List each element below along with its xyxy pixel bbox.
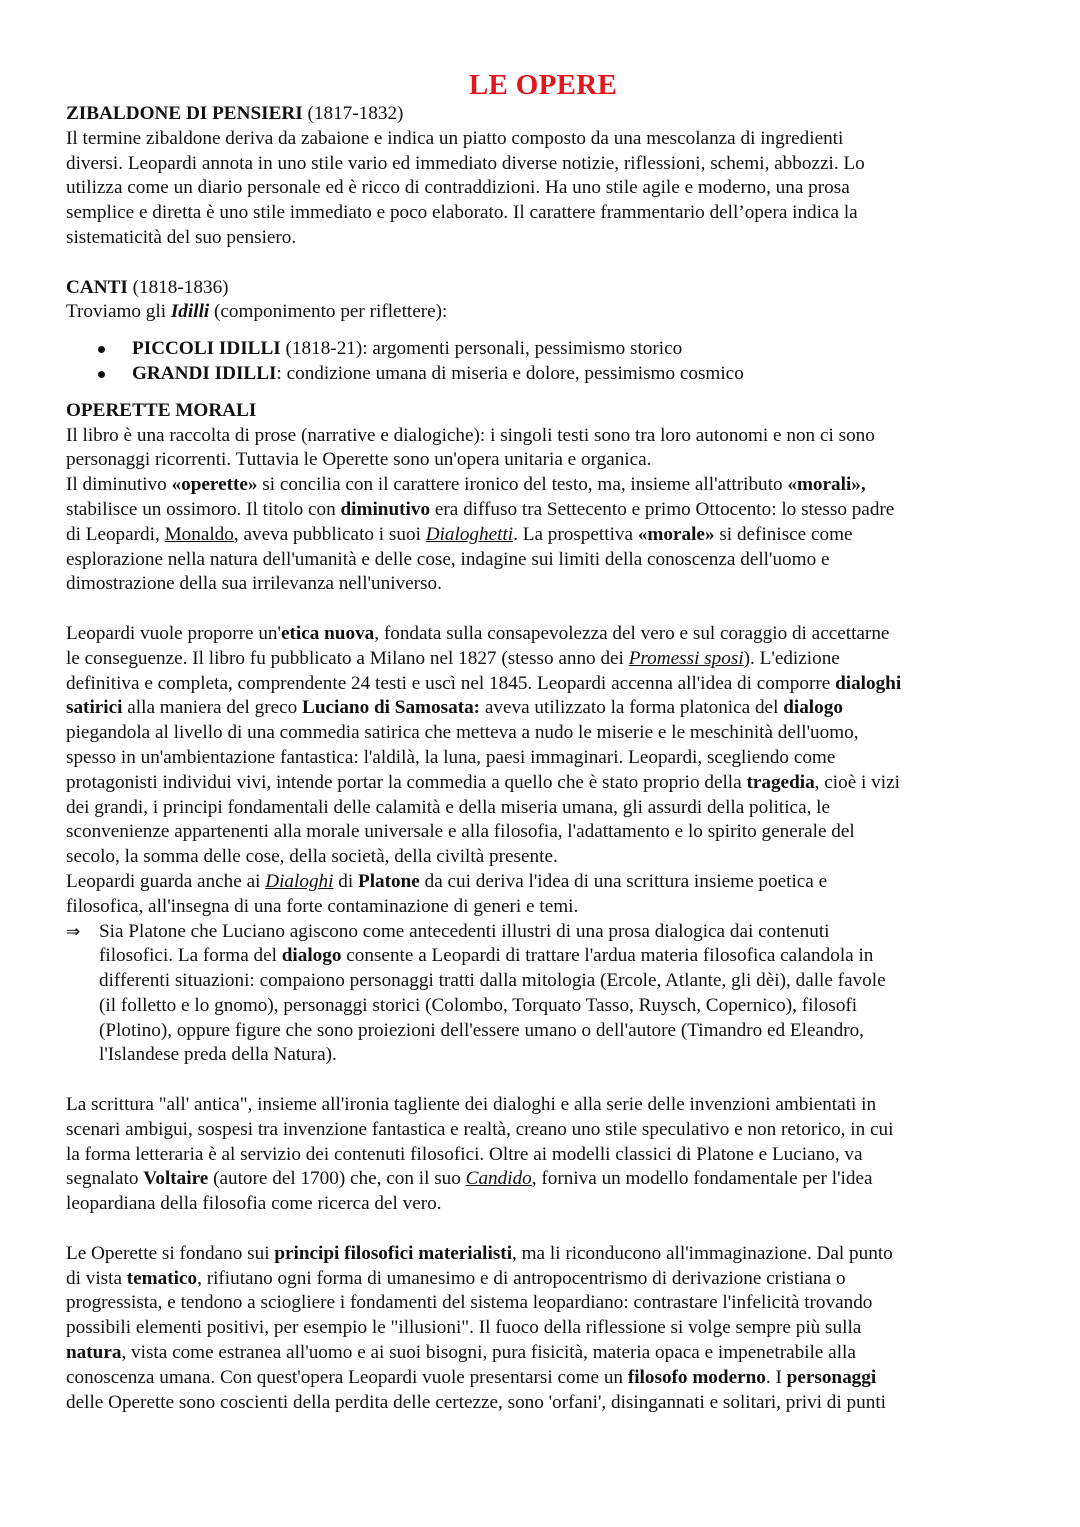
bold-text: tematico <box>126 1267 198 1289</box>
text-span: ). L'edizione <box>743 647 840 669</box>
text-span: Monaldo <box>164 523 234 545</box>
bold-text: etica nuova <box>280 622 375 644</box>
text-span: di <box>333 870 358 892</box>
text-span: definitiva e completa, comprendente 24 testi e uscì nel 1845. Leopardi accenna all'idea di comporre <box>66 672 836 694</box>
text-span: era diffuso tra Settecento e primo Ottocento: lo stesso padre <box>430 498 895 520</box>
text-span: stabilisce un ossimoro. Il titolo con <box>66 498 341 520</box>
text-span: di vista <box>66 1267 127 1289</box>
text-line: (il folletto e lo gnomo), personaggi storici (Colombo, Torquato Tasso, Ruysch, Copernico), filosofi <box>99 994 858 1016</box>
text-span: filosofici. La forma del <box>99 945 282 967</box>
text-line <box>66 672 1020 697</box>
bullet-icon <box>98 346 105 353</box>
text-line: filosofica, all'insegna di una forte contaminazione di generi e temi. <box>66 895 579 917</box>
text-line: dei grandi, i principi fondamentali delle calamità e della miseria umana, gli assurdi della politica, le <box>66 796 831 818</box>
paragraph <box>66 424 1020 598</box>
text-line: utilizza come un diario personale ed è ricco di contraddizioni. Ha uno stile agile e moderno, una prosa <box>66 177 850 199</box>
text-line: sconvenienze appartenenti alla morale universale e alla filosofia, l'adattamento e lo spirito generale del <box>66 821 855 843</box>
text-span: , vista come estranea all'uomo e ai suoi bisogni, pura fisicità, materia opaca e impenetrabile alla <box>121 1342 856 1364</box>
text-span: Le Operette si fondano sui <box>66 1242 275 1264</box>
text-line: progressista, e tendono a sciogliere i fondamenti del sistema leopardiano: contrastare l'infelicità trovando <box>66 1292 873 1314</box>
text-span: Troviamo gli <box>66 301 171 323</box>
text-line: Sia Platone che Luciano agiscono come antecedenti illustri di una prosa dialogica dai contenuti <box>99 920 830 942</box>
text-span: protagonisti individui vivi, intende portar la commedia a quello che è stato proprio della <box>66 771 747 793</box>
text-line: dimostrazione della sua irrilevanza nell'universo. <box>66 573 442 595</box>
arrow-note <box>66 920 1020 1069</box>
text-span: , rifiutano ogni forma di umanesimo e di antropocentrismo di derivazione cristiana o <box>197 1267 846 1289</box>
text-span: aveva utilizzato la forma platonica del <box>480 697 784 719</box>
text-span: , forniva un modello fondamentale per l'idea <box>531 1168 873 1190</box>
text-line: la forma letteraria è al servizio dei contenuti filosofici. Oltre ai modelli classici di Platone e Luciano, va <box>66 1143 863 1165</box>
bold-text: satirici <box>66 697 123 719</box>
bold-text: principi filosofici materialisti <box>274 1242 513 1264</box>
text-span: , aveva pubblicato i suoi <box>233 523 426 545</box>
bold-text: OPERETTE MORALI <box>66 399 257 421</box>
section-operette-morali <box>66 399 1020 1416</box>
text-line <box>66 300 1020 325</box>
italic-text: Promessi sposi <box>628 647 744 669</box>
text-line <box>66 1366 1020 1391</box>
paragraph <box>66 1093 1020 1217</box>
bold-text: «operette» <box>171 474 258 496</box>
spacer <box>66 1068 1020 1093</box>
section-canti <box>66 276 1020 387</box>
text-span: segnalato <box>66 1168 144 1190</box>
text-line: diversi. Leopardi annota in uno stile vario ed immediato diverse notizie, riflessioni, schemi, abbozzi. Lo <box>66 152 865 174</box>
italic-text: Dialoghetti <box>425 523 514 545</box>
bold-text: diminutivo <box>340 498 431 520</box>
list-item <box>98 337 1020 362</box>
bullet-icon <box>98 371 105 378</box>
text-span: da cui deriva l'idea di una scrittura insieme poetica e <box>419 870 828 892</box>
text-span: di Leopardi, <box>66 523 165 545</box>
bold-text: CANTI <box>66 276 128 298</box>
bold-text: «morale» <box>637 523 715 545</box>
section-heading <box>66 399 1020 424</box>
bold-text: natura <box>66 1342 122 1364</box>
text-span: Il diminutivo <box>66 474 172 496</box>
bold-text: Platone <box>358 870 420 892</box>
text-line <box>66 1242 1020 1267</box>
italic-text: Dialoghi <box>265 870 334 892</box>
text-span: (componimento per riflettere): <box>209 301 448 323</box>
spacer <box>66 597 1020 622</box>
paragraph <box>66 622 1020 920</box>
bold-text: tragedia <box>746 771 815 793</box>
bold-text <box>171 301 209 322</box>
italic-text: Candido <box>465 1168 532 1190</box>
text-line: differenti situazioni: compaiono personaggi tratti dalla mitologia (Ercole, Atlante, gli dèi), dalle favole <box>99 970 886 992</box>
spacer <box>66 251 1020 276</box>
text-span: si concilia con il carattere ironico del testo, ma, insieme all'attributo <box>257 474 788 496</box>
arrow-right-icon: ⇒ <box>66 921 81 942</box>
text-span: , ma li riconducono all'immaginazione. Dal punto <box>512 1242 893 1264</box>
text-span: (autore del 1700) che, con il suo <box>208 1168 466 1190</box>
text-line: La scrittura "all' antica", insieme all'ironia tagliente dei dialoghi e alla serie delle invenzioni ambientati in <box>66 1094 877 1116</box>
text-line: possibili elementi positivi, per esempio le "illusioni". Il fuoco della riflessione si volge sempre più sulla <box>66 1317 862 1339</box>
bold-text: filosofo moderno <box>627 1366 766 1388</box>
text-line: (Plotino), oppure figure che sono proiezioni dell'essere umano o dell'autore (Timandro ed Eleandro, <box>99 1019 864 1041</box>
text-line <box>66 1267 1020 1292</box>
bold-text: GRANDI IDILLI <box>132 362 277 384</box>
text-span: Leopardi vuole proporre un' <box>66 622 281 644</box>
text-line: piegandola al livello di una commedia satirica che metteva a nudo le miserie e le meschinità dell'uomo, <box>66 722 859 744</box>
text-span: (1818-21): argomenti personali, pessimismo storico <box>280 338 683 360</box>
spacer <box>66 387 1020 399</box>
text-line: spesso in un'ambientazione fantastica: l'aldilà, la luna, paesi immaginari. Leopardi, scegliendo come <box>66 746 836 768</box>
page-title: LE OPERE <box>468 69 618 101</box>
text-line: Il libro è una raccolta di prose (narrative e dialogiche): i singoli testi sono tra loro autonomi e non ci sono <box>66 424 875 446</box>
bold-text: «morali», <box>787 474 866 496</box>
text-line <box>66 1341 1020 1366</box>
text-line <box>66 1167 1020 1192</box>
section-zibaldone <box>66 102 1020 251</box>
bold-text: Voltaire <box>143 1168 209 1190</box>
idilli-list <box>66 337 1020 387</box>
section-heading <box>66 102 1020 127</box>
text-span: le conseguenze. Il libro fu pubblicato a Milano nel 1827 (stesso anno dei <box>66 647 629 669</box>
list-item <box>98 362 1020 387</box>
text-line: secolo, la somma delle cose, della società, della civiltà presente. <box>66 846 558 868</box>
text-span: , fondata sulla consapevolezza del vero e sul coraggio di accettarne <box>374 622 890 644</box>
bold-text: personaggi <box>786 1366 877 1388</box>
bold-text: dialogo <box>783 697 843 719</box>
text-span: Leopardi guarda anche ai <box>66 870 266 892</box>
text-line <box>66 473 1020 498</box>
paragraph <box>66 1242 1020 1416</box>
text-line <box>99 944 1020 969</box>
text-line: leopardiana della filosofia come ricerca del vero. <box>66 1193 442 1215</box>
text-line: personaggi ricorrenti. Tuttavia le Operette sono un'opera unitaria e organica. <box>66 449 652 471</box>
text-line <box>66 622 1020 647</box>
text-line: esplorazione nella natura dell'umanità e delle cose, indagine sui limiti della conoscenza dell'uomo e <box>66 548 830 570</box>
text-span: alla maniera del greco <box>122 697 303 719</box>
text-line: delle Operette sono coscienti della perdita delle certezze, sono 'orfani', disingannati e solitari, privi di punti <box>66 1391 886 1413</box>
text-line <box>66 696 1020 721</box>
text-span: conoscenza umana. Con quest'opera Leopardi vuole presentarsi come un <box>66 1366 628 1388</box>
bold-text: ZIBALDONE DI PENSIERI <box>66 103 303 124</box>
text-line <box>66 771 1020 796</box>
spacer <box>66 1217 1020 1242</box>
text-line <box>66 870 1020 895</box>
text-line: semplice e diretta è uno stile immediato e poco elaborato. Il carattere frammentario dell’opera indica la <box>66 202 858 224</box>
text-line <box>66 647 1020 672</box>
text-line: sistematicità del suo pensiero. <box>66 226 297 248</box>
italic-text: Idilli <box>170 301 210 323</box>
text-line: scenari ambigui, sospesi tra invenzione fantastica e realtà, creano uno stile speculativo e non retorico, in cui <box>66 1118 894 1140</box>
bold-text: dialoghi <box>835 672 902 694</box>
text-span: , cioè i vizi <box>814 771 900 793</box>
section-heading <box>66 276 1020 301</box>
text-span: (1817-1832) <box>302 103 404 124</box>
bold-text: PICCOLI IDILLI <box>132 338 281 360</box>
text-line <box>66 523 1020 548</box>
text-span: (1818-1836) <box>127 276 229 298</box>
text-span: si definisce come <box>714 523 853 545</box>
text-span: . I <box>765 1366 787 1388</box>
text-span: . La prospettiva <box>513 523 638 545</box>
bold-text: Luciano di Samosata: <box>302 697 481 719</box>
text-line <box>66 498 1020 523</box>
bold-text: dialogo <box>281 945 342 967</box>
text-line: l'Islandese preda della Natura). <box>99 1044 337 1066</box>
text-line: Il termine zibaldone deriva da zabaione e indica un piatto composto da una mescolanza di ingredienti <box>66 127 844 149</box>
spacer <box>66 325 1020 337</box>
text-span: consente a Leopardi di trattare l'ardua materia filosofica calandola in <box>341 945 874 967</box>
text-span: : condizione umana di miseria e dolore, pessimismo cosmico <box>276 362 744 384</box>
